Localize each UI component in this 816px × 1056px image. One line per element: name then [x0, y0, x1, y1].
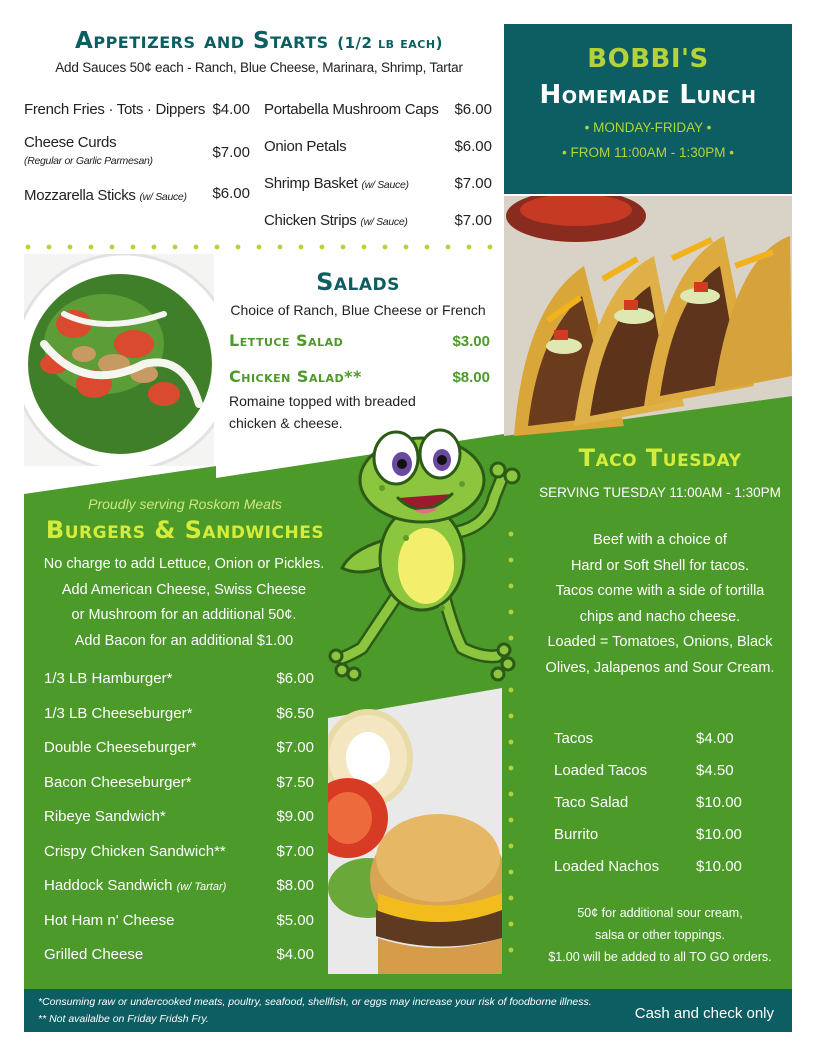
item-name: Portabella Mushroom Caps — [264, 101, 439, 118]
menu-item — [24, 134, 153, 168]
item-price: $7.00 — [454, 175, 492, 192]
taco-price: $10.00 — [696, 794, 742, 811]
item-price: $6.00 — [212, 185, 250, 202]
burger-item: Bacon Cheeseburger* — [44, 774, 192, 791]
taco-serving-time: SERVING TUESDAY 11:00AM - 1:30PM — [539, 485, 781, 500]
burger-price: $6.50 — [276, 705, 314, 722]
item-name: Onion Petals — [264, 138, 347, 155]
disclaimer-friday: ** Not availalbe on Friday Fridsh Fry. — [38, 1013, 209, 1025]
item-note: (w/ Sauce) — [360, 216, 408, 228]
menu-item — [24, 187, 187, 204]
lunch-title: Homemade Lunch — [539, 80, 757, 110]
item-name: Shrimp Basket — [264, 175, 358, 192]
item-price: $7.00 — [454, 212, 492, 229]
burger-notes: No charge to add Lettuce, Onion or Pickles. Add American Cheese, Swiss Cheese or Mushroom for an additional 50¢. Add Bacon for an additional $1.00 — [43, 556, 325, 649]
burger-price: $9.00 — [276, 808, 314, 825]
menu-item — [264, 101, 439, 118]
burger-price: $4.00 — [276, 946, 314, 963]
taco-title: Taco Tuesday — [578, 444, 742, 472]
taco-price: $10.00 — [696, 826, 742, 843]
tacos-photo — [504, 196, 792, 436]
salad-name: Lettuce Salad — [229, 331, 344, 350]
disclaimer-raw-food: *Consuming raw or undercooked meats, poultry, seafood, shellfish, or eggs may increase your risk of foodborne illness. — [38, 996, 592, 1008]
salad-price: $8.00 — [452, 369, 490, 386]
burger-price: $7.00 — [276, 843, 314, 860]
item-price: $6.00 — [454, 101, 492, 118]
menu-item — [24, 101, 205, 118]
burger-item: Haddock Sandwich (w/ Tartar) — [44, 877, 227, 894]
item-name: French Fries · Tots · Dippers — [24, 101, 206, 118]
item-price: $6.00 — [454, 138, 492, 155]
taco-item: Tacos — [554, 730, 594, 747]
restaurant-name: BOBBI'S — [587, 44, 709, 74]
burgers-tagline: Proudly serving Roskom Meats — [88, 496, 282, 512]
burger-item: Grilled Cheese — [44, 946, 144, 963]
menu-item — [264, 138, 346, 155]
salads-subtitle: Choice of Ranch, Blue Cheese or French — [230, 302, 486, 318]
burger-item: 1/3 LB Hamburger* — [44, 670, 173, 687]
taco-notes: 50¢ for additional sour cream, salsa or other toppings. $1.00 will be added to all TO GO orders. — [548, 906, 772, 964]
lunch-hours: • FROM 11:00AM - 1:30PM • — [562, 145, 734, 160]
appetizers-title: Appetizers and Starts (1/2 lb each) — [75, 28, 443, 54]
taco-item: Loaded Nachos — [554, 858, 660, 875]
burger-item: Ribeye Sandwich* — [44, 808, 166, 825]
burger-item: Hot Ham n' Cheese — [44, 912, 175, 929]
item-price: $4.00 — [212, 101, 250, 118]
taco-item: Burrito — [554, 826, 599, 843]
taco-price: $4.50 — [696, 762, 734, 779]
menu-item — [264, 212, 408, 229]
taco-price: $4.00 — [696, 730, 734, 747]
appetizers-subtitle: Add Sauces 50¢ each - Ranch, Blue Cheese, Marinara, Shrimp, Tartar — [55, 60, 463, 75]
burger-price: $7.50 — [276, 774, 314, 791]
taco-description: Beef with a choice of Hard or Soft Shell for tacos. Tacos come with a side of tortilla chips and nacho cheese. Loaded = Tomatoes, Onions, Black Olives, Jalapenos and Sour Cream. — [545, 532, 775, 676]
salads-title: Salads — [316, 268, 400, 296]
burgers-title: Burgers & Sandwiches — [45, 516, 325, 544]
item-note: (w/ Sauce) — [361, 179, 409, 191]
burger-price: $8.00 — [276, 877, 314, 894]
dotted-divider — [24, 242, 498, 252]
burger-item: Double Cheeseburger* — [44, 739, 197, 756]
salad-name: Chicken Salad** — [229, 367, 362, 386]
lunch-header-box — [504, 24, 792, 194]
frog-mascot-icon — [322, 418, 532, 684]
item-note: (w/ Sauce) — [139, 191, 187, 203]
salad-description: Romaine topped with breaded chicken & cheese. — [229, 393, 416, 431]
footer-bar — [24, 989, 792, 1032]
taco-item: Taco Salad — [554, 794, 629, 811]
item-name: Chicken Strips — [264, 212, 357, 229]
burger-item: 1/3 LB Cheeseburger* — [44, 705, 193, 722]
lunch-days: • MONDAY-FRIDAY • — [584, 120, 712, 135]
burger-price: $5.00 — [276, 912, 314, 929]
taco-price: $10.00 — [696, 858, 742, 875]
salad-price: $3.00 — [452, 333, 490, 350]
salad-photo — [24, 254, 214, 466]
burger-photo — [328, 688, 502, 974]
burger-item: Crispy Chicken Sandwich** — [44, 843, 226, 860]
item-price: $7.00 — [212, 144, 250, 161]
burger-price: $7.00 — [276, 739, 314, 756]
taco-item: Loaded Tacos — [554, 762, 648, 779]
burger-price: $6.00 — [276, 670, 314, 687]
payment-note: Cash and check only — [634, 1005, 774, 1022]
item-note: (Regular or Garlic Parmesan) — [24, 155, 153, 167]
item-name: Mozzarella Sticks — [24, 187, 136, 204]
item-name: Cheese Curds — [24, 134, 117, 151]
menu-item — [264, 175, 409, 192]
